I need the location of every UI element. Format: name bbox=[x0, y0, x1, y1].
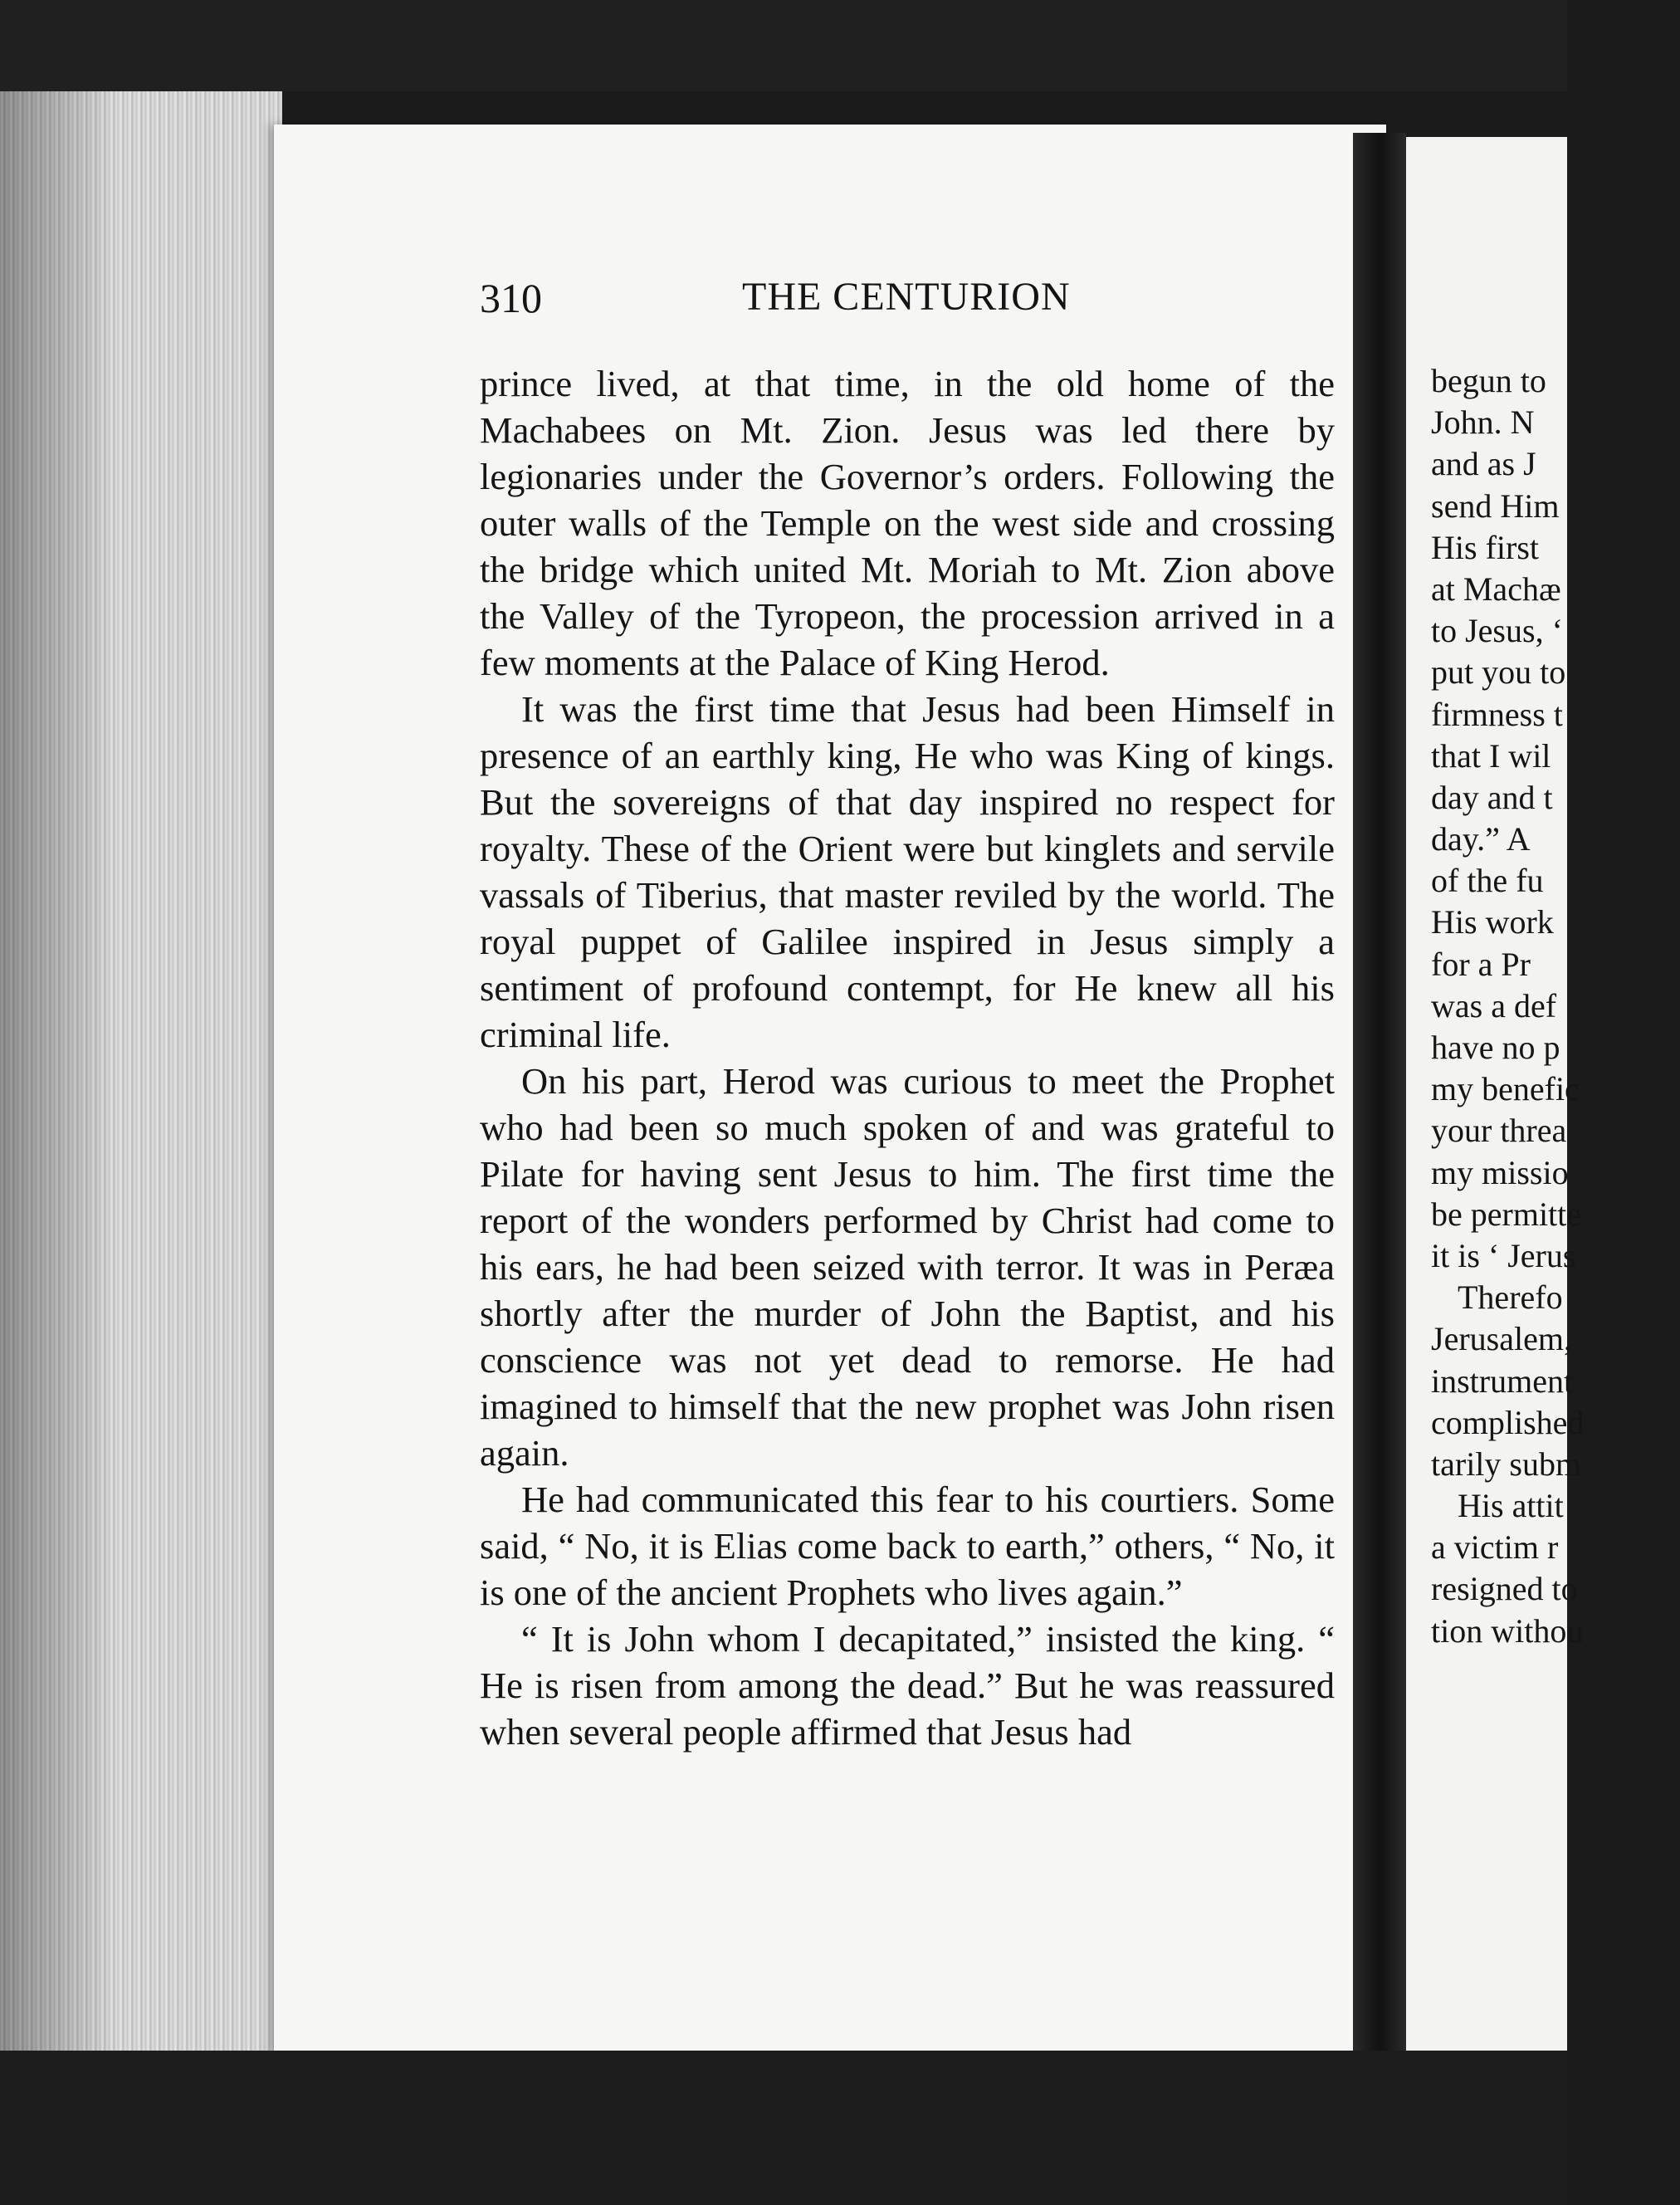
right-page-line: His attit bbox=[1458, 1487, 1564, 1525]
scanner-background-bottom bbox=[0, 2051, 1567, 2205]
right-page-line: put you to bbox=[1431, 653, 1566, 692]
page-number: 310 bbox=[480, 275, 542, 321]
right-page-line: for a Pr bbox=[1431, 945, 1531, 983]
right-page-line: John. N bbox=[1431, 403, 1535, 442]
right-page-line: resigned to bbox=[1431, 1570, 1578, 1608]
right-page-line: a victim r bbox=[1431, 1528, 1559, 1567]
right-page-line: at Machæ bbox=[1431, 570, 1561, 608]
right-page-line: Therefo bbox=[1458, 1279, 1563, 1317]
right-page-line: be permitte bbox=[1431, 1195, 1582, 1233]
book-gutter bbox=[1353, 133, 1406, 2075]
right-page-line: your threa bbox=[1431, 1112, 1567, 1150]
paragraph: On his part, Herod was curious to meet the Prophet who had been so much spoken of and was grateful to Pilate for having sent Jesus to him. The first time the report of the wonders performed by Christ had come to his ears, he had been seized with terror. It was in Peræa shortly after the murder of John the Baptist, and his conscience was not yet dead to remorse. He had imagined to himself that the new prophet was John risen again. bbox=[480, 1060, 1335, 1474]
right-page-line: complished bbox=[1431, 1403, 1585, 1441]
scanner-background-top bbox=[0, 0, 1567, 91]
right-page-line: was a def bbox=[1431, 986, 1557, 1024]
paragraph: prince lived, at that time, in the old home of the Machabees on Mt. Zion. Jesus was led there by legionaries under the Governor’s orders. Following the outer walls of the Temple on the west side and crossing the bridge which united Mt. Moriah to Mt. Zion above the Valley of the Tyropeon, the procession arrived in a few moments at the Palace of King Herod. bbox=[480, 363, 1335, 683]
right-page-line: send Him bbox=[1431, 486, 1560, 525]
right-page-line: of the fu bbox=[1431, 862, 1544, 900]
right-page-line: day and t bbox=[1431, 778, 1553, 816]
right-page-line: my missio bbox=[1431, 1153, 1569, 1191]
right-page-line: firmness t bbox=[1431, 695, 1563, 733]
right-page-line: instrument bbox=[1431, 1362, 1574, 1400]
right-page-line: that I wil bbox=[1431, 736, 1551, 775]
page-edges-shadow bbox=[0, 91, 116, 2051]
right-page-line: Jerusalem, bbox=[1431, 1320, 1572, 1358]
paragraph: He had communicated this fear to his courtiers. Some said, “ No, it is Elias come back to earth,” others, “ No, it is one of the ancient Prophets who lives again.” bbox=[480, 1479, 1335, 1613]
right-page-line: to Jesus, ‘ bbox=[1431, 612, 1563, 650]
right-page-line: tion withou bbox=[1431, 1611, 1584, 1650]
right-page-body bbox=[1431, 360, 1680, 1652]
right-page-line: His first bbox=[1431, 528, 1539, 566]
right-page-line: begun to bbox=[1431, 362, 1546, 399]
right-page-line: day.” A bbox=[1431, 820, 1531, 858]
running-title: THE CENTURION bbox=[742, 275, 1071, 319]
right-page-line: His work bbox=[1431, 903, 1554, 941]
right-page-line: and as J bbox=[1431, 445, 1536, 483]
right-page-line: it is ‘ Jerus bbox=[1431, 1236, 1576, 1274]
paragraph: It was the first time that Jesus had been Himself in presence of an earthly king, He who was King of kings. But the sovereigns of that day inspired no respect for royalty. These of the Orient were but kinglets and servile vassals of Tiberius, that master reviled by the world. The royal puppet of Galilee inspired in Jesus simply a sentiment of profound contempt, for He knew all his criminal life. bbox=[480, 688, 1335, 1055]
right-page-line: have no p bbox=[1431, 1029, 1560, 1066]
left-page-body bbox=[480, 360, 1335, 1755]
page-header bbox=[480, 274, 1335, 329]
right-page-line: tarily subm bbox=[1431, 1445, 1582, 1483]
paragraph: “ It is John whom I decapitated,” insisted the king. “ He is risen from among the dead.” But he was reassured when several people affirmed that Jesus had bbox=[480, 1618, 1335, 1753]
right-page-line: my benefic bbox=[1431, 1070, 1580, 1108]
